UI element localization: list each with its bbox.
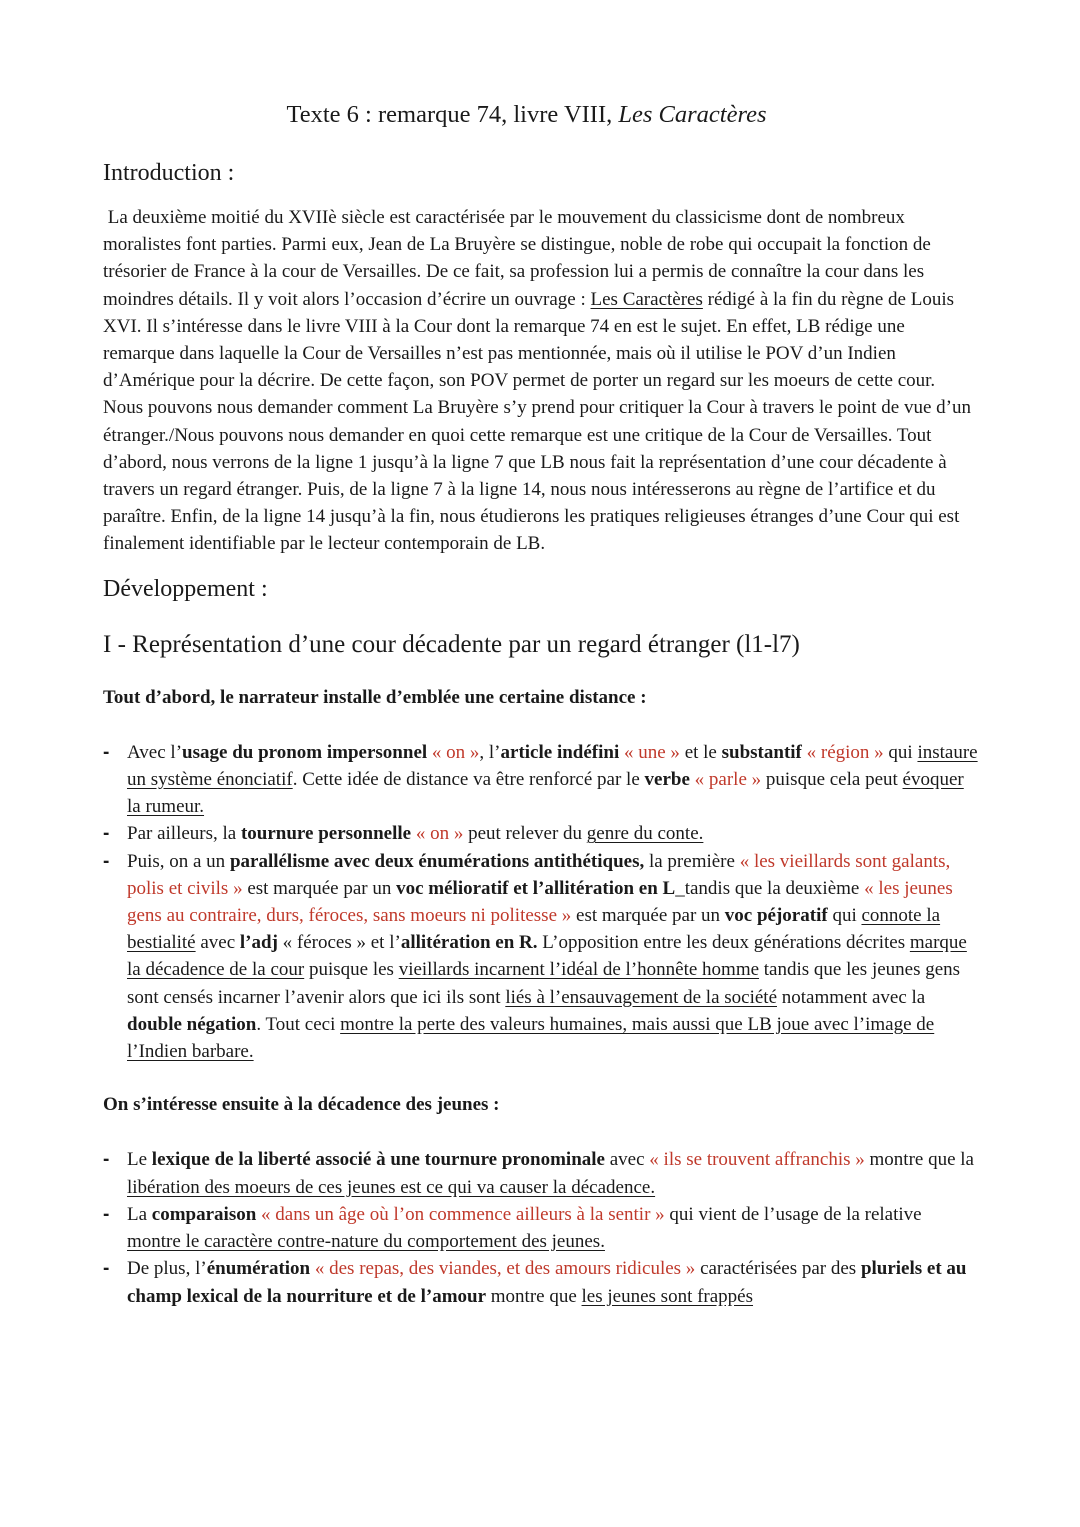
document-title: Texte 6 : remarque 74, livre VIII, Les Caractères	[286, 101, 767, 128]
development-heading: Développement :	[103, 575, 268, 602]
introduction-paragraph: La deuxième moitié du XVIIè siècle est caractérisée par le mouvement du classicisme dont de nombreux moralistes font parties. Parmi eux, Jean de La Bruyère se distingue, noble de robe qui occupait la fonction de trésorier de France à la cour de Versailles. De ce fait, sa profession lui a permis de connaître la cour dans les moindres détails. Il y voit alors l’occasion d’écrire un ouvrage : Les Caractères rédigé à la fin du règne de Louis XVI. Il s’intéresse dans le livre VIII à la Cour dont la remarque 74 en est le sujet. En effet, LB rédige une remarque dans laquelle la Cour de Versailles n’est pas mentionnée, mais où il utilise le POV d’un Indien d’Amérique pour la décrire. De cette façon, son POV permet de porter un regard sur les moeurs de cette cour. Nous pouvons nous demander comment La Bruyère s’y prend pour critiquer la Cour à travers le point de vue d’un étranger./Nous pouvons nous demander en quoi cette remarque est une critique de la Cour de Versailles. Tout d’abord, nous verrons de la ligne 1 jusqu’à la ligne 7 que LB nous fait la représentation d’une cour décadente à travers un regard étranger. Puis, de la ligne 7 à la ligne 14, nous nous intéresserons au règne de l’artifice et du paraître. Enfin, de la ligne 14 jusqu’à la fin, nous étudierons les pratiques religieuses étranges d’une Cour qui est finalement identifiable par le lecteur contemporain de LB.	[103, 207, 971, 555]
list-item: - Puis, on a un parallélisme avec deux énumérations antithétiques, la première « les vieillards sont galants, polis et civils » est marquée par un voc mélioratif et l’allitération en L_tandis que la deuxième « les jeunes gens au contraire, durs, féroces, sans moeurs ni politesse » est marquée par un voc péjoratif qui connote la bestialité avec l’adj « féroces » et l’allitération en R. L’opposition entre les deux générations décrites marque la décadence de la cour puisque les vieillards incarnent l’idéal de l’honnête homme tandis que les jeunes gens sont censés incarner l’avenir alors que ici ils sont liés à l’ensauvagement de la société notamment avec la double négation. Tout ceci montre la perte des valeurs humaines, mais aussi que LB joue avec l’image de l’Indien barbare.	[103, 848, 980, 1066]
quotation: « une »	[624, 741, 680, 763]
part-1-heading: I - Représentation d’une cour décadente par un regard étranger (l1-l7)	[103, 630, 800, 658]
quotation: « les vieillards sont galants, polis et civils »	[127, 850, 951, 899]
subsection-1-heading: Tout d’abord, le narrateur installe d’emblée une certaine distance :	[103, 686, 647, 708]
list-item: - La comparaison « dans un âge où l’on commence ailleurs à la sentir » qui vient de l’usage de la relative montre le caractère contre-nature du comportement des jeunes.	[103, 1201, 980, 1255]
quotation: « on »	[415, 823, 464, 845]
subsection-1-list	[103, 739, 980, 1065]
quotation: « on »	[431, 741, 480, 763]
quotation: « les jeunes gens au contraire, durs, féroces, sans moeurs ni politesse »	[127, 877, 953, 927]
quotation: « ils se trouvent affranchis »	[649, 1149, 865, 1171]
list-item: - Avec l’usage du pronom impersonnel « on », l’article indéfini « une » et le substantif « région » qui instaure un système énonciatif. Cette idée de distance va être renforcé par le verbe « parle » puisque cela peut évoquer la rumeur.	[103, 739, 980, 821]
list-item: - Par ailleurs, la tournure personnelle « on » peut relever du genre du conte.	[103, 820, 980, 847]
subsection-2-list	[103, 1146, 980, 1309]
work-title: Les Caractères	[618, 101, 767, 128]
quotation: « dans un âge où l’on commence ailleurs à la sentir »	[261, 1203, 665, 1225]
quotation: « parle »	[694, 769, 762, 791]
book-title: Les Caractères	[590, 288, 703, 310]
quotation: « région »	[806, 741, 884, 763]
list-item: - De plus, l’énumération « des repas, des viandes, et des amours ridicules » caractérisées par des pluriels et au champ lexical de la nourriture et de l’amour montre que les jeunes sont frappés	[103, 1255, 980, 1309]
introduction-heading: Introduction :	[103, 160, 235, 186]
quotation: « des repas, des viandes, et des amours ridicules »	[314, 1258, 696, 1280]
list-item: - Le lexique de la liberté associé à une tournure pronominale avec « ils se trouvent affranchis » montre que la libération des moeurs de ces jeunes est ce qui va causer la décadence.	[103, 1146, 980, 1200]
subsection-2-heading: On s’intéresse ensuite à la décadence des jeunes :	[103, 1094, 500, 1116]
